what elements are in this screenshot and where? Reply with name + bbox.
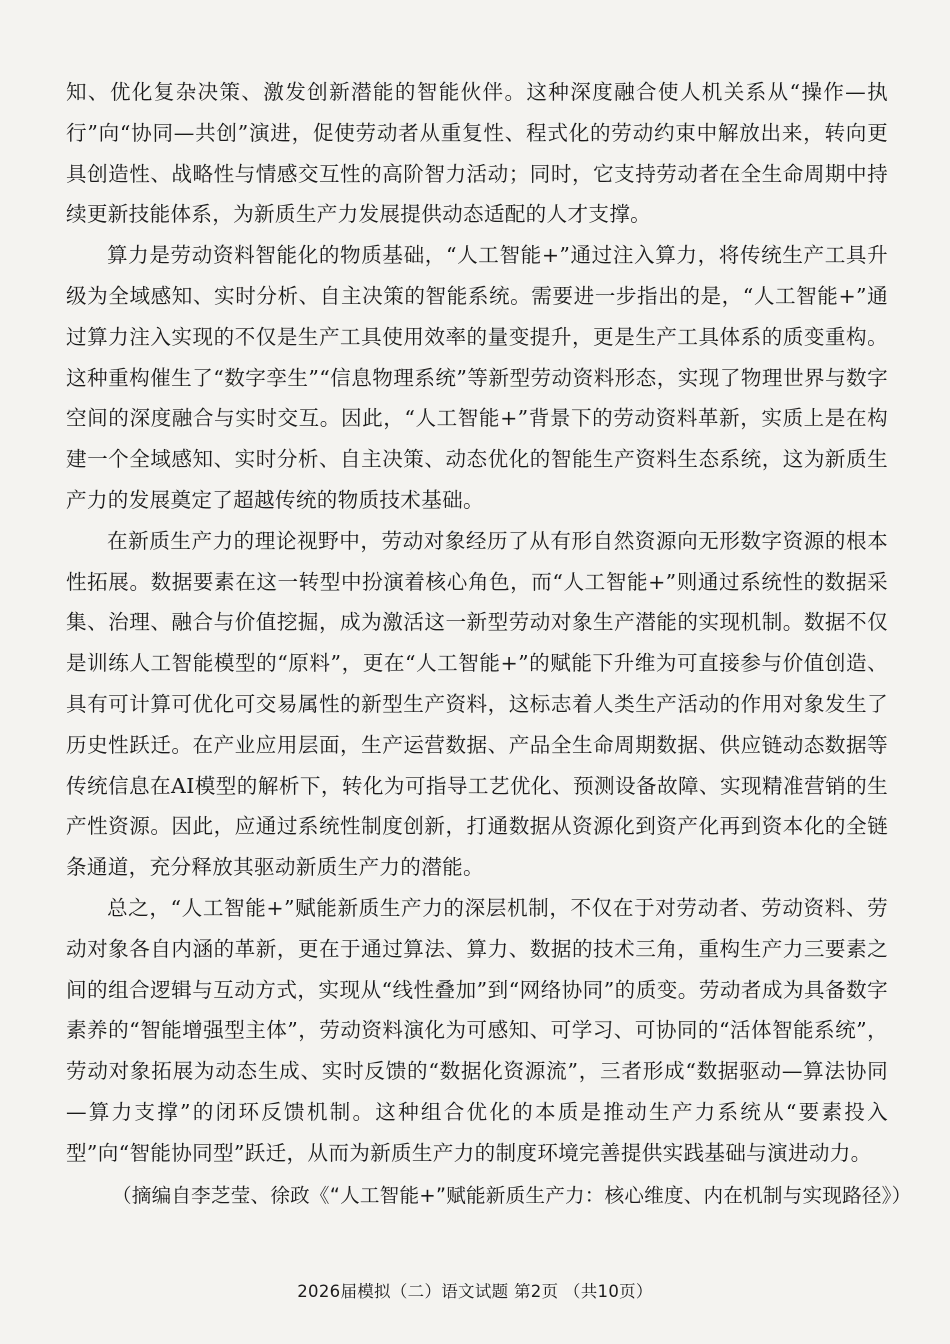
- paragraph-2: 算力是劳动资料智能化的物质基础，“人工智能+”通过注入算力，将传统生产工具升级为全域感知、实时分析、自主决策的智能系统。需要进一步指出的是，“人工智能+”通过算力注入实现的不仅是生产工具使用效率的量变提升，更是生产工具体系的质变重构。这种重构催生了“数字孪生”“信息物理系统”等新型劳动资料形态，实现了物理世界与数字空间的深度融合与实时交互。因此，“人工智能+”背景下的劳动资料革新，实质上是在构建一个全域感知、实时分析、自主决策、动态优化的智能生产资料生态系统，这为新质生产力的发展奠定了超越传统的物质技术基础。: [66, 243, 888, 512]
- source-citation: （摘编自李芝莹、徐政《“人工智能+”赋能新质生产力：核心维度、内在机制与实现路径》）: [112, 1183, 912, 1207]
- paragraph-3: 在新质生产力的理论视野中，劳动对象经历了从有形自然资源向无形数字资源的根本性拓展。数据要素在这一转型中扮演着核心角色，而“人工智能+”则通过系统性的数据采集、治理、融合与价值挖掘，成为激活这一新型劳动对象生产潜能的实现机制。数据不仅是训练人工智能模型的“原料”，更在“人工智能+”的赋能下升维为可直接参与价值创造、具有可计算可优化可交易属性的新型生产资料，这标志着人类生产活动的作用对象发生了历史性跃迁。在产业应用层面，生产运营数据、产品全生命周期数据、供应链动态数据等传统信息在AI模型的解析下，转化为可指导工艺优化、预测设备故障、实现精准营销的生产性资源。因此，应通过系统性制度创新，打通数据从资源化到资产化再到资本化的全链条通道，充分释放其驱动新质生产力的潜能。: [66, 528, 888, 880]
- paragraph-4: 总之，“人工智能+”赋能新质生产力的深层机制，不仅在于对劳动者、劳动资料、劳动对象各自内涵的革新，更在于通过算法、算力、数据的技术三角，重构生产力三要素之间的组合逻辑与互动方式，实现从“线性叠加”到“网络协同”的质变。劳动者成为具备数字素养的“智能增强型主体”，劳动资料演化为可感知、可学习、可协同的“活体智能系统”，劳动对象拓展为动态生成、实时反馈的“数据化资源流”，三者形成“数据驱动—算法协同—算力支撑”的闭环反馈机制。这种组合优化的本质是推动生产力系统从“要素投入型”向“智能协同型”跃迁，从而为新质生产力的制度环境完善提供实践基础与演进动力。: [66, 895, 888, 1165]
- page-footer: 2026届模拟（二）语文试题 第2页 （共10页）: [297, 1282, 653, 1301]
- paragraph-1: 知、优化复杂决策、激发创新潜能的智能伙伴。这种深度融合使人机关系从“操作—执行”向“协同—共创”演进，促使劳动者从重复性、程式化的劳动约束中解放出来，转向更具创造性、战略性与情感交互性的高阶智力活动；同时，它支持劳动者在全生命周期中持续更新技能体系，为新质生产力发展提供动态适配的人才支撑。: [66, 80, 888, 227]
- article-body: [66, 72, 912, 1216]
